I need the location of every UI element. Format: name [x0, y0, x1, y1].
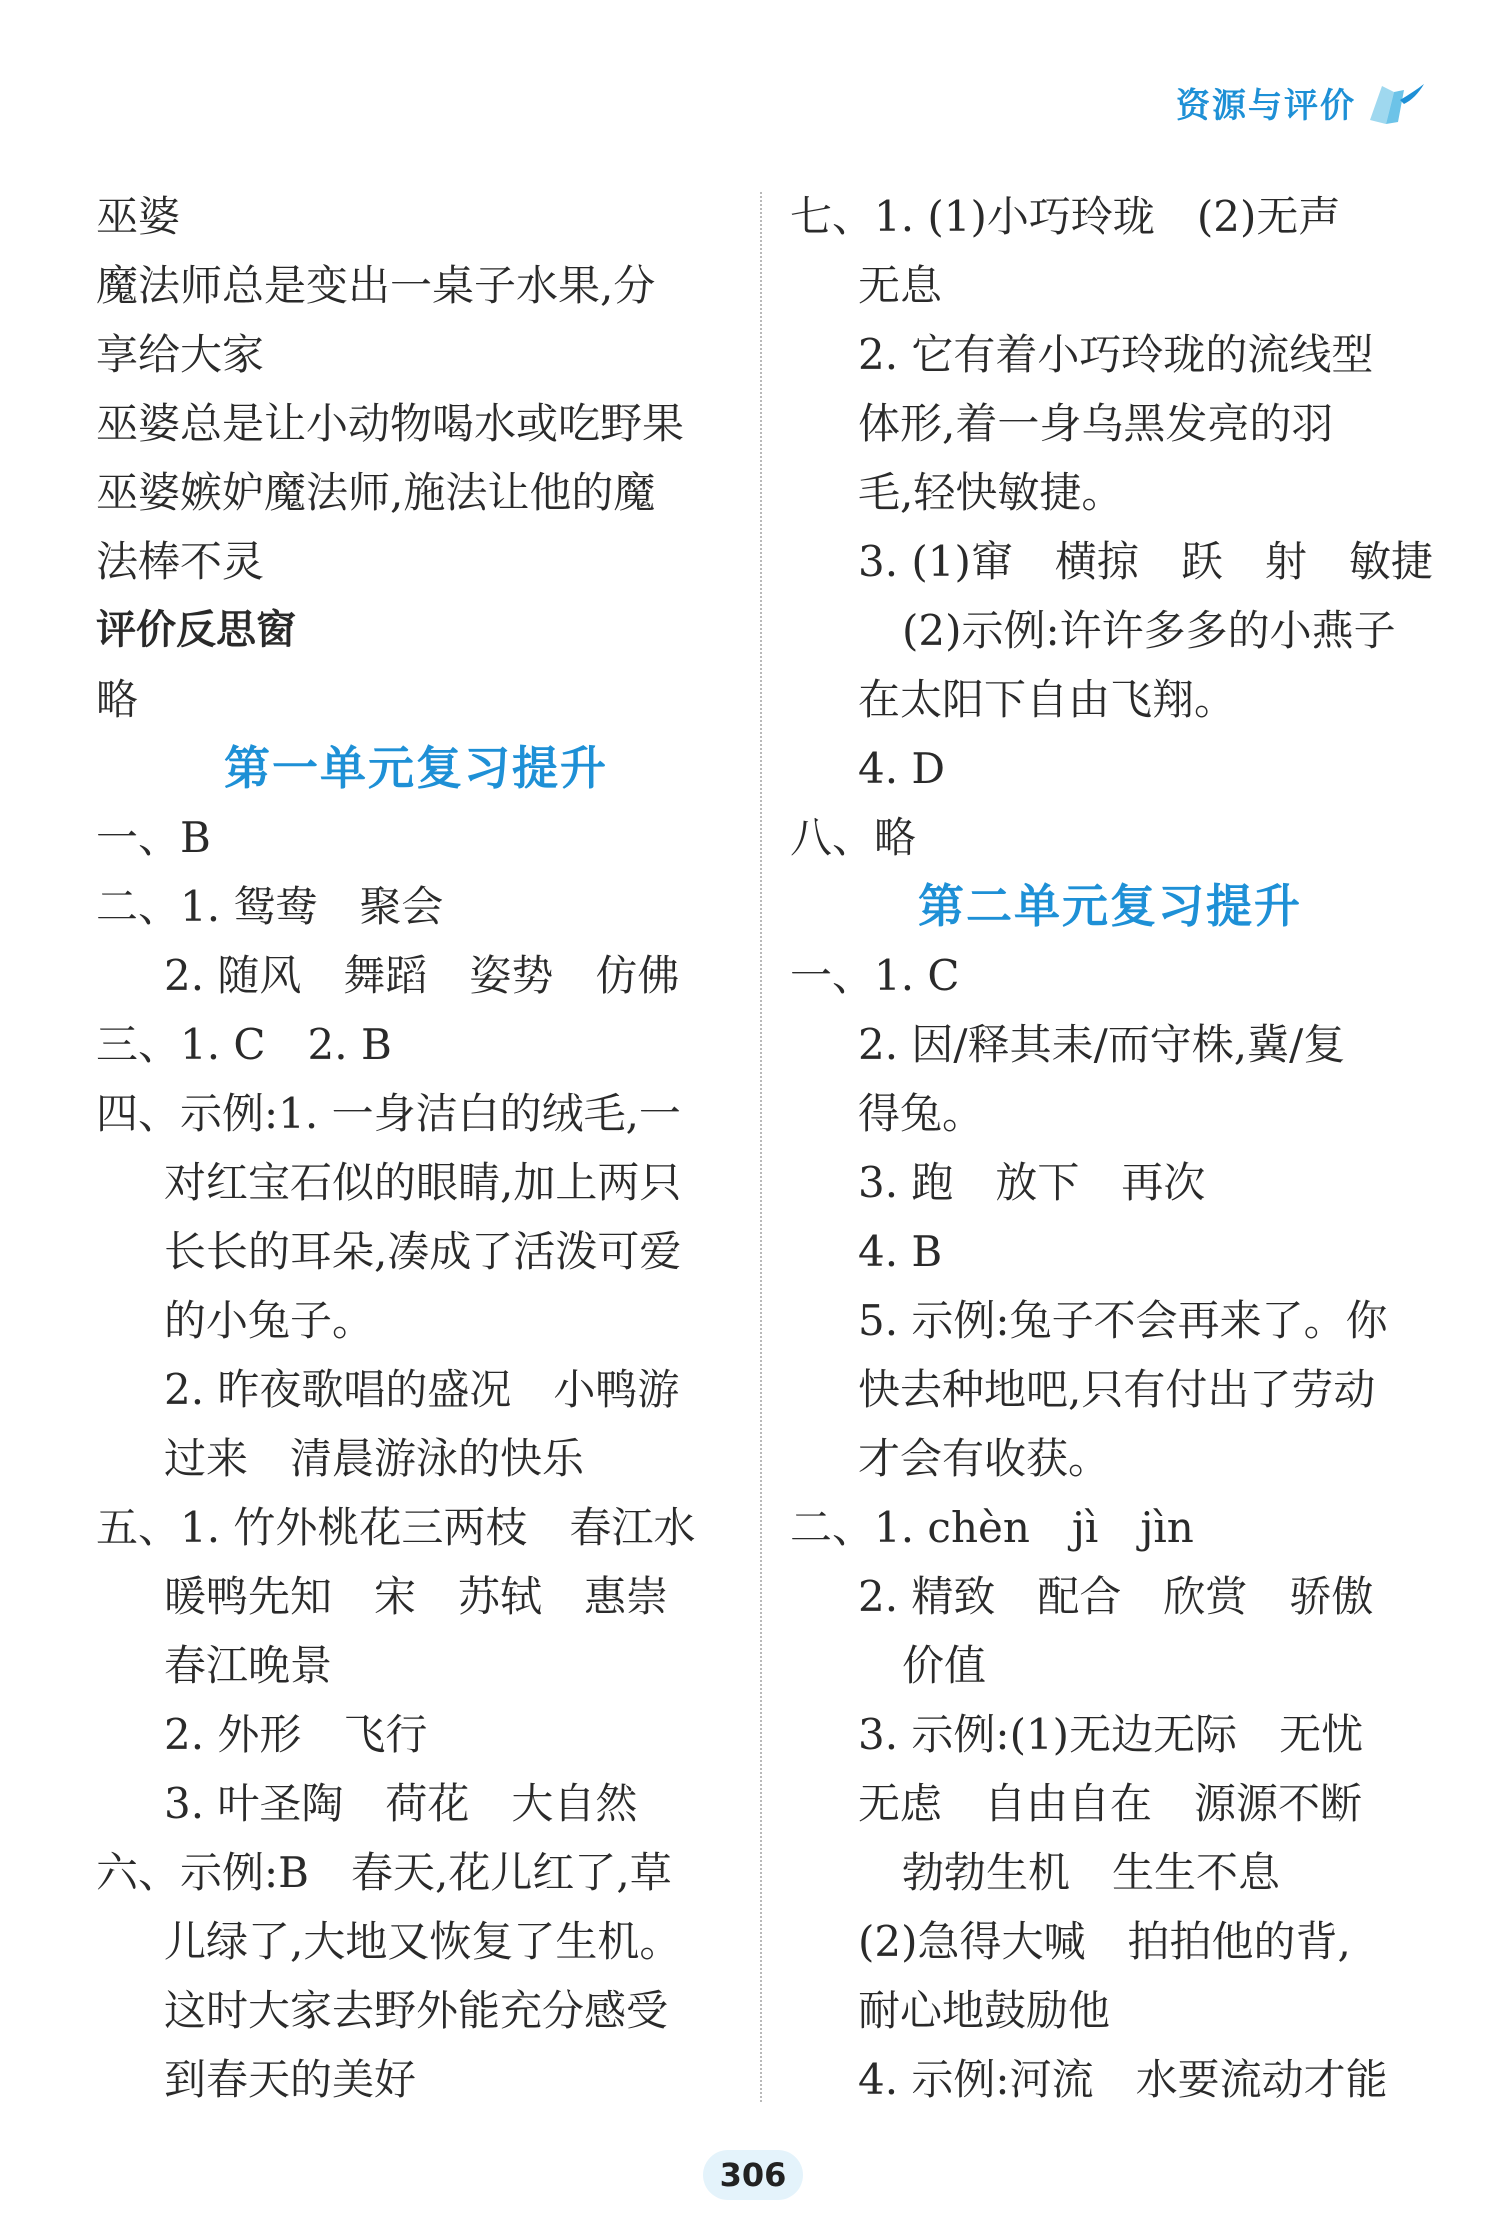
unit2-title: 第二单元复习提升: [918, 879, 1302, 933]
answer-line: 五、1. 竹外桃花三两枝 春江水: [96, 1503, 696, 1552]
answer-line: 巫婆总是让小动物喝水或吃野果: [96, 399, 685, 448]
page-number: 306: [703, 2150, 803, 2200]
answer-line: 无息: [858, 261, 943, 310]
answer-line: 得兔。: [858, 1089, 985, 1138]
answer-line: 2. 外形 飞行: [164, 1710, 428, 1759]
answer-line: 2. 精致 配合 欣赏 骄傲: [858, 1572, 1374, 1621]
answer-line: 暖鸭先知 宋 苏轼 惠崇: [164, 1572, 669, 1621]
answer-line: 八、略: [790, 813, 917, 862]
right-column: [790, 182, 1433, 2114]
answer-line: 2. 随风 舞蹈 姿势 仿佛: [164, 951, 680, 1000]
book-brush-icon: [1364, 80, 1426, 126]
unit1-title: 第一单元复习提升: [224, 741, 608, 795]
answer-line: 2. 因/释其耒/而守株,冀/复: [858, 1020, 1346, 1069]
answer-line: 二、1. chèn jì jìn: [790, 1503, 1194, 1552]
answer-line: 4. D: [858, 744, 946, 793]
answer-line: 二、1. 鸳鸯 聚会: [96, 882, 444, 931]
answer-line: 2. 昨夜歌唱的盛况 小鸭游: [164, 1365, 680, 1414]
answer-line: 法棒不灵: [96, 537, 265, 586]
eval-answer: 略: [96, 675, 139, 724]
answer-line: 四、示例:1. 一身洁白的绒毛,一: [96, 1089, 681, 1138]
answer-line: 耐心地鼓励他: [858, 1986, 1111, 2035]
answer-line: 3. 示例:(1)无边无际 无忧: [858, 1710, 1364, 1759]
answer-line: 2. 它有着小巧玲珑的流线型: [858, 330, 1374, 379]
answer-line: 的小兔子。: [164, 1296, 375, 1345]
column-divider: [760, 192, 762, 2102]
eval-heading: 评价反思窗: [96, 607, 296, 653]
answer-line: 到春天的美好: [164, 2055, 417, 2104]
answer-line: 长长的耳朵,凑成了活泼可爱: [164, 1227, 682, 1276]
answer-line: 春江晚景: [164, 1641, 333, 1690]
answer-line: 勃勃生机 生生不息: [902, 1848, 1281, 1897]
page-header: [1176, 78, 1426, 127]
answer-line: 儿绿了,大地又恢复了生机。: [164, 1917, 682, 1966]
answer-line: 享给大家: [96, 330, 265, 379]
answer-line: 对红宝石似的眼睛,加上两只: [164, 1158, 682, 1207]
answer-line: 体形,着一身乌黑发亮的羽: [858, 399, 1334, 448]
answer-line: (2)示例:许许多多的小燕子: [902, 606, 1396, 655]
answer-line: 毛,轻快敏捷。: [858, 468, 1124, 517]
answer-line: 3. 叶圣陶 荷花 大自然: [164, 1779, 638, 1828]
answer-line: 快去种地吧,只有付出了劳动: [858, 1365, 1376, 1414]
answer-line: 巫婆: [96, 192, 181, 241]
answer-line: 这时大家去野外能充分感受: [164, 1986, 669, 2035]
answer-line: 3. (1)窜 横掠 跃 射 敏捷: [858, 537, 1433, 586]
answer-line: 巫婆嫉妒魔法师,施法让他的魔: [96, 468, 656, 517]
answer-line: 魔法师总是变出一桌子水果,分: [96, 261, 656, 310]
answer-line: 5. 示例:兔子不会再来了。你: [858, 1296, 1388, 1345]
answer-line: 3. 跑 放下 再次: [858, 1158, 1206, 1207]
answer-line: 三、1. C 2. B: [96, 1020, 392, 1069]
answer-line: 六、示例:B 春天,花儿红了,草: [96, 1848, 672, 1897]
answer-line: 价值: [902, 1641, 987, 1690]
answer-line: 无虑 自由自在 源源不断: [858, 1779, 1363, 1828]
left-column: [96, 182, 736, 2114]
answer-line: 在太阳下自由飞翔。: [858, 675, 1237, 724]
answer-line: 一、B: [96, 813, 211, 862]
header-title: 资源与评价: [1176, 86, 1356, 126]
answer-line: (2)急得大喊 拍拍他的背,: [858, 1917, 1351, 1966]
answer-line: 七、1. (1)小巧玲珑 (2)无声: [790, 192, 1341, 241]
answer-line: 4. B: [858, 1227, 943, 1276]
answer-line: 才会有收获。: [858, 1434, 1111, 1483]
answer-line: 过来 清晨游泳的快乐: [164, 1434, 585, 1483]
answer-line: 一、1. C: [790, 951, 960, 1000]
answer-line: 4. 示例:河流 水要流动才能: [858, 2055, 1388, 2104]
